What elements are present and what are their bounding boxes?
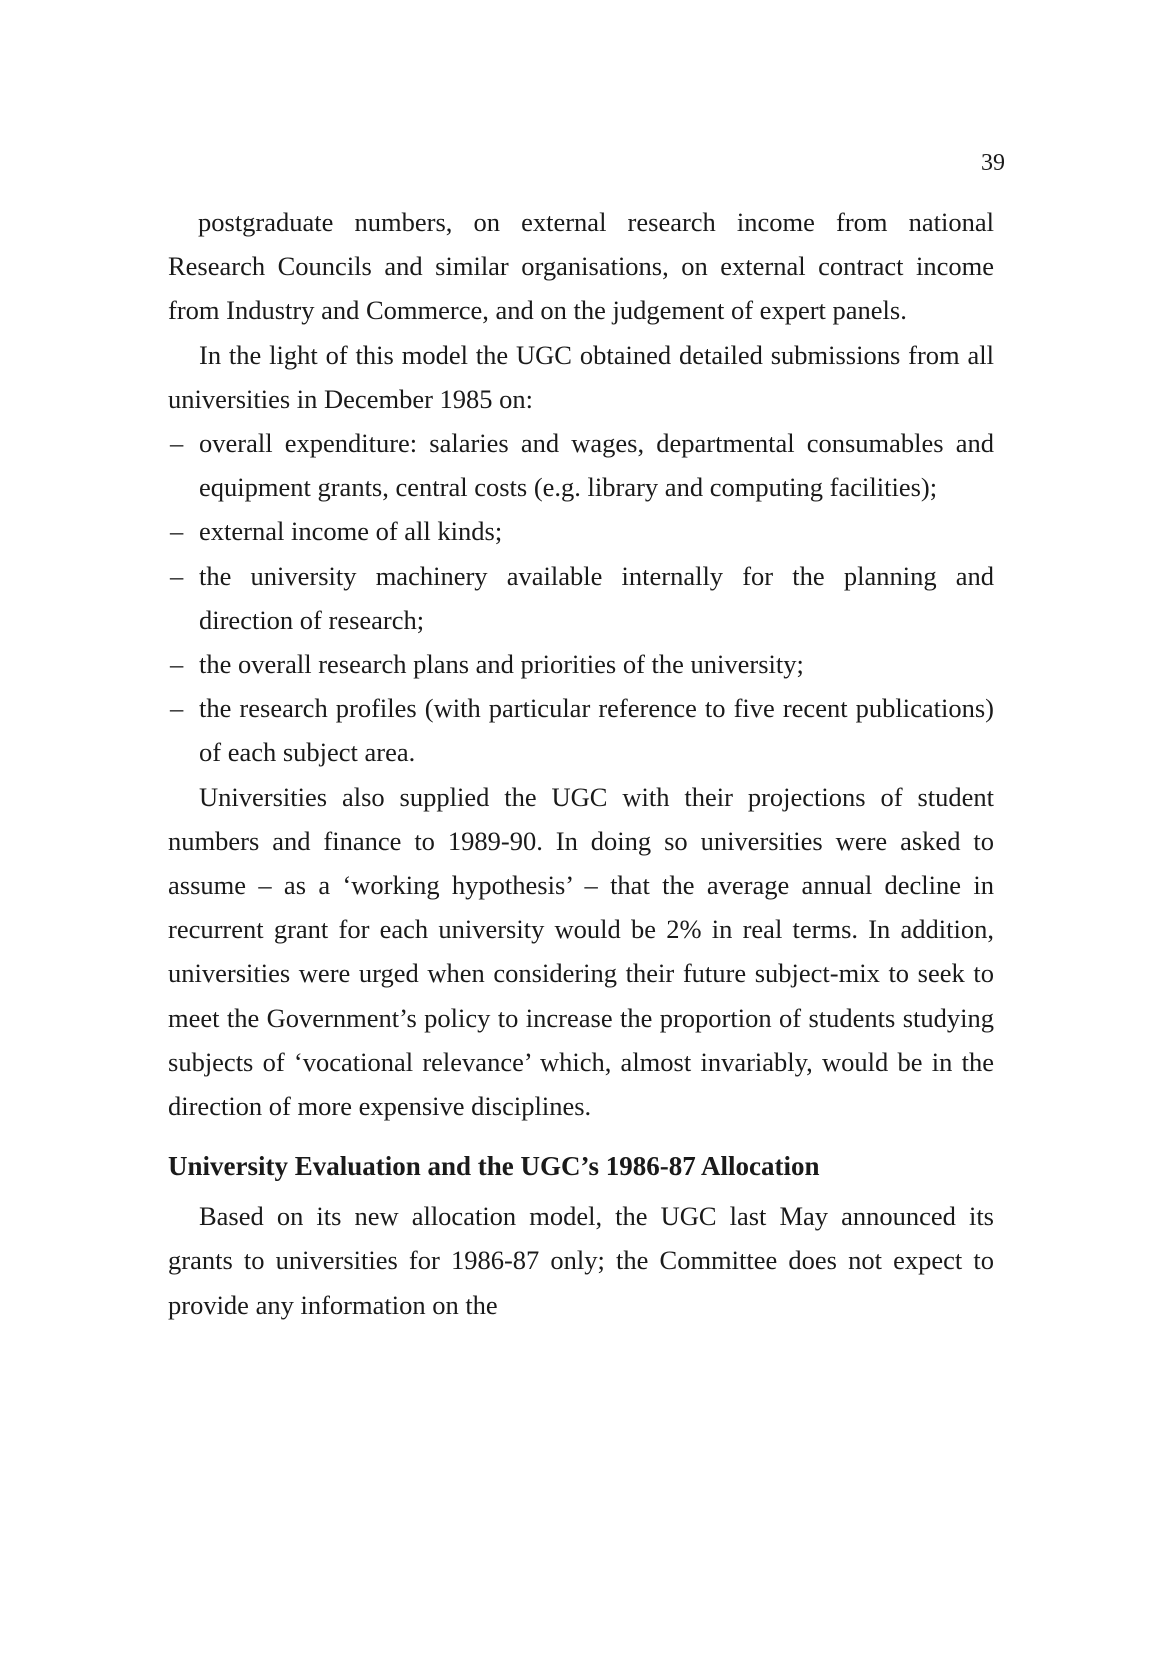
paragraph-1: postgraduate numbers, on external research income from national Research Councils and similar organisations, on external contract income from Industry and Commerce, and on the judgement of expert panels. — [168, 207, 994, 326]
list-item: – external income of all kinds; — [168, 509, 994, 553]
paragraph-2: In the light of this model the UGC obtained detailed submissions from all universities in December 1985 on: — [168, 339, 994, 414]
section-heading: University Evaluation and the UGC’s 1986-87 Allocation — [168, 1151, 820, 1182]
list-item: – the university machinery available internally for the planning and direction of research; — [168, 554, 994, 642]
list-item: – the research profiles (with particular reference to five recent publications) of each subject area. — [168, 686, 994, 774]
page-number: 39 — [981, 150, 1005, 176]
paragraph-4: Based on its new allocation model, the UGC last May announced its grants to universities for 1986-87 only; the Committee does not expect to provide any information on the — [168, 1201, 994, 1320]
body-text — [168, 200, 994, 1327]
submission-list — [168, 421, 994, 775]
list-item: – overall expenditure: salaries and wages, departmental consumables and equipment grants, central costs (e.g. library and computing facilities); — [168, 421, 994, 509]
list-item: – the overall research plans and priorities of the university; — [168, 642, 994, 686]
paragraph-3: Universities also supplied the UGC with their projections of student numbers and finance to 1989-90. In doing so universities were asked to assume – as a ‘working hypothesis’ – that the average annual decline in recurrent grant for each university would be 2% in real terms. In addition, universities were urged when considering their future subject-mix to seek to meet the Government’s policy to increase the proportion of students studying subjects of ‘vocational relevance’ which, almost invariably, would be in the direction of more expensive disciplines. — [168, 781, 994, 1122]
